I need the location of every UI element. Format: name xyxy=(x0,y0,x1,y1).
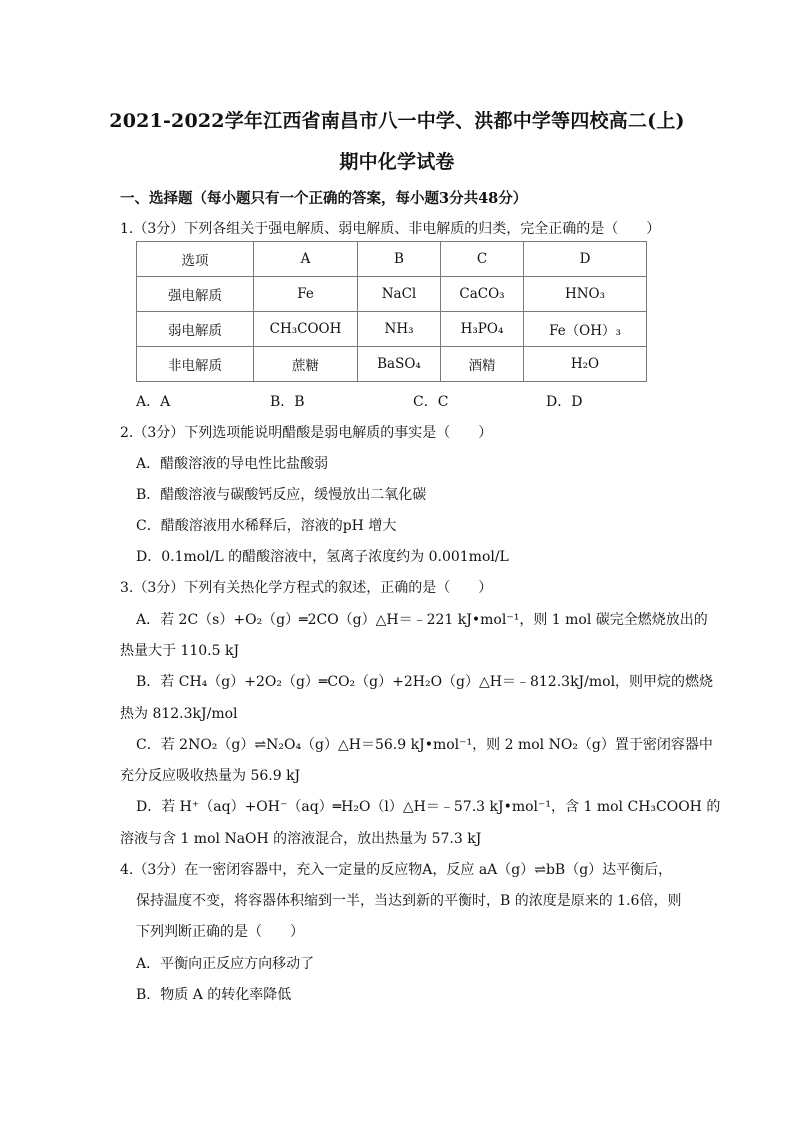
q2-option-b: B．醋酸溶液与碳酸钙反应，缓慢放出二氧化碳 xyxy=(136,487,427,503)
table-cell: 弱电解质 xyxy=(137,312,254,347)
q3-option-c-line1: C．若 2NO₂（g）⇌N₂O₄（g）△H＝56.9 kJ•mol⁻¹，则 2 mol NO₂（g）置于密闭容器中 xyxy=(136,737,713,753)
q1-answer-d: D．D xyxy=(546,394,583,410)
q3-option-d-line1: D．若 H⁺（aq）+OH⁻（aq）═H₂O（l）△H＝﹣57.3 kJ•mol⁻¹，含 1 mol CH₃COOH 的 xyxy=(136,799,721,815)
q1-answer-c: C．C xyxy=(413,394,449,410)
table-cell: NaCl xyxy=(358,277,441,312)
question-4-stem-line1: 4.（3分）在一密闭容器中，充入一定量的反应物A，反应 aA（g）⇌bB（g）达平衡后， xyxy=(120,862,673,878)
q2-option-a: A．醋酸溶液的导电性比盐酸弱 xyxy=(136,456,329,472)
table-cell: 强电解质 xyxy=(137,277,254,312)
table-cell: 蔗糖 xyxy=(254,347,358,382)
table-row xyxy=(137,312,647,347)
question-1-stem: 1.（3分）下列各组关于强电解质、弱电解质、非电解质的归类，完全正确的是（ ） xyxy=(120,221,661,237)
q3-option-d-line2: 溶液与含 1 mol NaOH 的溶液混合，放出热量为 57.3 kJ xyxy=(120,831,482,847)
exam-title-line1: 2021-2022学年江西省南昌市八一中学、洪都中学等四校高二(上) xyxy=(109,110,685,132)
q4-option-a: A．平衡向正反应方向移动了 xyxy=(136,956,315,972)
table-cell: C xyxy=(441,242,524,277)
q3-option-c-line2: 充分反应吸收热量为 56.9 kJ xyxy=(120,768,301,784)
table-cell: Fe（OH）₃ xyxy=(524,312,647,347)
question-2-stem: 2.（3分）下列选项能说明醋酸是弱电解质的事实是（ ） xyxy=(120,425,493,441)
table-cell: BaSO₄ xyxy=(358,347,441,382)
section-heading: 一、选择题（每小题只有一个正确的答案，每小题3分共48分） xyxy=(120,190,528,207)
q1-answer-b: B．B xyxy=(270,394,305,410)
table-cell: 酒精 xyxy=(441,347,524,382)
table-cell: 非电解质 xyxy=(137,347,254,382)
q1-classification-table xyxy=(136,241,647,382)
exam-title-line2: 期中化学试卷 xyxy=(339,151,455,173)
table-header-row xyxy=(137,242,647,277)
q3-option-b-line2: 热为 812.3kJ/mol xyxy=(120,706,238,722)
q1-answer-a: A．A xyxy=(136,394,171,410)
table-cell: B xyxy=(358,242,441,277)
question-4-stem-line3: 下列判断正确的是（ ） xyxy=(136,924,304,940)
table-cell: Fe xyxy=(254,277,358,312)
q2-option-d: D．0.1mol/L 的醋酸溶液中，氢离子浓度约为 0.001mol/L xyxy=(136,549,509,565)
table-cell: NH₃ xyxy=(358,312,441,347)
table-cell: CH₃COOH xyxy=(254,312,358,347)
q3-option-a-line1: A．若 2C（s）+O₂（g）═2CO（g）△H＝﹣221 kJ•mol⁻¹，则 1 mol 碳完全燃烧放出的 xyxy=(136,612,708,628)
table-cell: H₃PO₄ xyxy=(441,312,524,347)
table-cell: D xyxy=(524,242,647,277)
q3-option-a-line2: 热量大于 110.5 kJ xyxy=(120,643,240,659)
question-3-stem: 3.（3分）下列有关热化学方程式的叙述，正确的是（ ） xyxy=(120,580,493,596)
q3-option-b-line1: B．若 CH₄（g）+2O₂（g）═CO₂（g）+2H₂O（g）△H＝﹣812.3kJ/mol，则甲烷的燃烧 xyxy=(136,674,714,690)
table-cell: CaCO₃ xyxy=(441,277,524,312)
table-cell: A xyxy=(254,242,358,277)
q2-option-c: C．醋酸溶液用水稀释后，溶液的pH 增大 xyxy=(136,518,397,534)
table-cell: HNO₃ xyxy=(524,277,647,312)
table-cell: H₂O xyxy=(524,347,647,382)
table-row xyxy=(137,277,647,312)
table-cell: 选项 xyxy=(137,242,254,277)
table-row xyxy=(137,347,647,382)
question-4-stem-line2: 保持温度不变，将容器体积缩到一半，当达到新的平衡时，B 的浓度是原来的 1.6倍，则 xyxy=(136,893,682,909)
q4-option-b: B．物质 A 的转化率降低 xyxy=(136,987,292,1003)
